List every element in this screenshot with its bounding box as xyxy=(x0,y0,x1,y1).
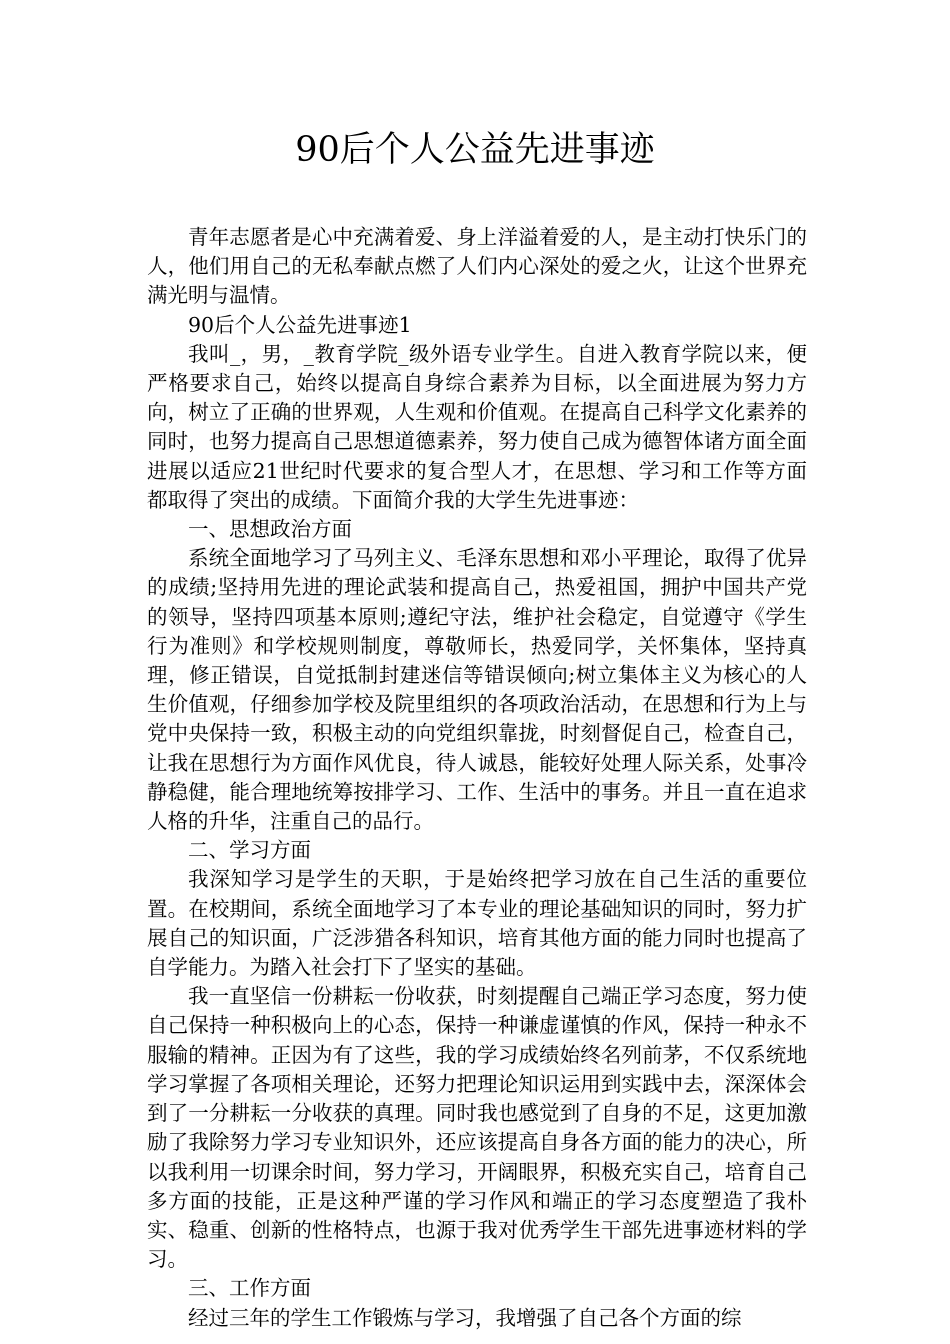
intro-paragraph: 青年志愿者是心中充满着爱、身上洋溢着爱的人，是主动打快乐门的人，他们用自己的无私奉献点燃了人们内心深处的爱之火，让这个世界充满光明与温情。 xyxy=(147,225,807,308)
self-intro-paragraph: 我叫_，男，_教育学院_级外语专业学生。自进入教育学院以来，便严格要求自己，始终以提高自身综合素养为目标，以全面进展为努力方向，树立了正确的世界观，人生观和价值观。在提高自己科学文化素养的同时，也努力提高自己思想道德素养，努力使自己成为德智体诸方面全面进展以适应21世纪时代要求的复合型人才，在思想、学习和工作等方面都取得了突出的成绩。下面简介我的大学生先进事迹： xyxy=(147,341,807,512)
section-heading-ideology: 一、思想政治方面 xyxy=(188,517,352,542)
study-paragraph-2: 我一直坚信一份耕耘一份收获，时刻提醒自己端正学习态度，努力使自己保持一种积极向上的心态，保持一种谦虚谨慎的作风，保持一种永不服输的精神。正因为有了这些，我的学习成绩始终名列前茅，不仅系统地学习掌握了各项相关理论，还努力把理论知识运用到实践中去，深深体会到了一分耕耘一分收获的真理。同时我也感觉到了自身的不足，这更加激励了我除努力学习专业知识外，还应该提高自身各方面的能力的决心，所以我利用一切课余时间，努力学习，开阔眼界，积极充实自己，培育自己多方面的技能，正是这种严谨的学习作风和端正的学习态度塑造了我朴实、稳重、创新的性格特点，也源于我对优秀学生干部先进事迹材料的学习。 xyxy=(147,984,807,1272)
section-heading-work: 三、工作方面 xyxy=(188,1276,311,1301)
study-paragraph-1: 我深知学习是学生的天职，于是始终把学习放在自己生活的重要位置。在校期间，系统全面地学习了本专业的理论基础知识的同时，努力扩展自己的知识面，广泛涉猎各科知识，培育其他方面的能力同时也提高了自学能力。为踏入社会打下了坚实的基础。 xyxy=(147,867,807,980)
document-body xyxy=(147,223,807,1333)
work-paragraph: 经过三年的学生工作锻炼与学习，我增强了自己各个方面的综 xyxy=(188,1305,742,1330)
section-heading-study: 二、学习方面 xyxy=(188,838,311,863)
subtitle-line: 90后个人公益先进事迹1 xyxy=(188,312,412,337)
ideology-paragraph: 系统全面地学习了马列主义、毛泽东思想和邓小平理论，取得了优异的成绩;坚持用先进的理论武装和提高自己，热爱祖国，拥护中国共产党的领导，坚持四项基本原则;遵纪守法，维护社会稳定，自觉遵守《学生行为准则》和学校规则制度，尊敬师长，热爱同学，关怀集体，坚持真理，修正错误，自觉抵制封建迷信等错误倾向;树立集体主义为核心的人生价值观，仔细参加学校及院里组织的各项政治活动，在思想和行为上与党中央保持一致，积极主动的向党组织靠拢，时刻督促自己，检查自己，让我在思想行为方面作风优良，待人诚恳，能较好处理人际关系，处事冷静稳健，能合理地统筹按排学习、工作、生活中的事务。并且一直在追求人格的升华，注重自己的品行。 xyxy=(147,546,807,834)
document-title: 90后个人公益先进事迹 xyxy=(295,130,655,170)
